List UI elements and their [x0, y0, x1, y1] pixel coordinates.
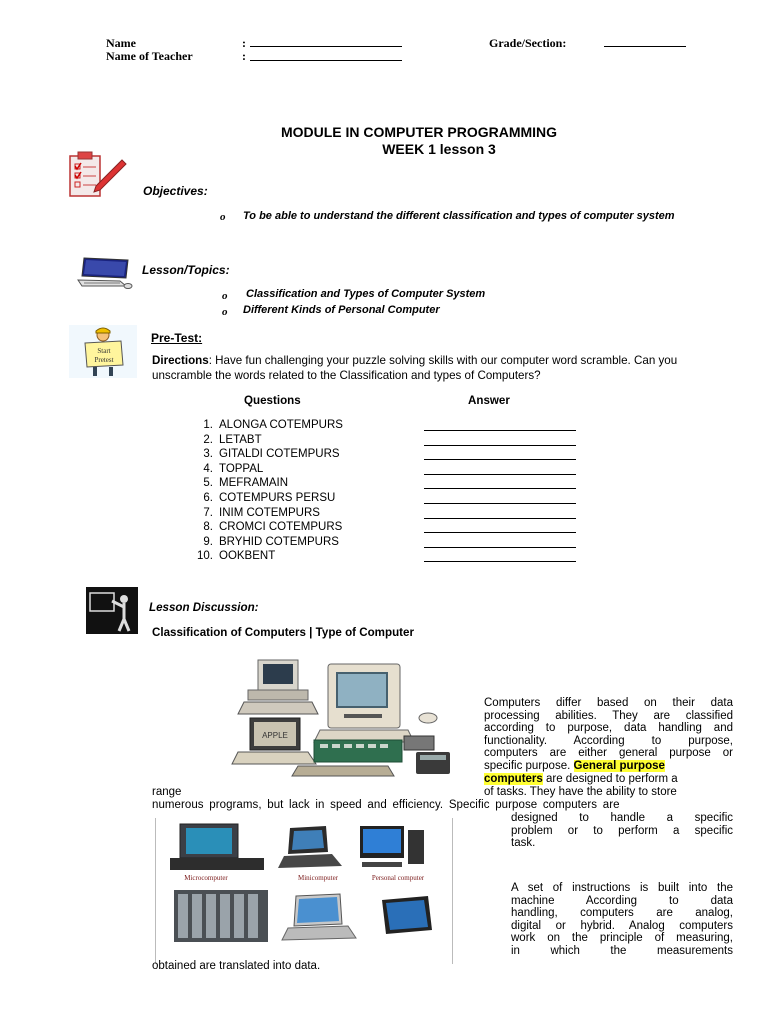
question-number: 1. — [203, 419, 213, 431]
name-field[interactable] — [250, 36, 402, 47]
teacher-field[interactable] — [250, 50, 402, 61]
topic-bullet-2: o — [222, 306, 228, 318]
question-number: 4. — [203, 462, 213, 475]
personal-computer-label: Personal computer — [371, 874, 425, 882]
clipboard-checklist-icon — [66, 150, 132, 200]
paragraph-2-line: handling, computers are analog, — [511, 907, 733, 920]
teacher-label: Name of Teacher — [106, 49, 193, 63]
question-number: 8. — [203, 521, 213, 534]
paragraph-2-final: obtained are translated into data. — [152, 960, 321, 972]
question-item — [195, 418, 415, 433]
answer-blank[interactable] — [424, 491, 576, 504]
answer-blank[interactable] — [424, 447, 576, 460]
paragraph-1-line: functionality. According to purpose, — [484, 734, 733, 747]
paragraph-1-line: Computers differ based on their data — [484, 697, 733, 709]
scrambled-word: INIM COTEMPURS — [219, 506, 320, 519]
pretest-sign-icon — [69, 325, 137, 378]
svg-text:Pretest: Pretest — [94, 356, 114, 364]
paragraph-1-tail — [511, 812, 733, 850]
paragraph-2-line: A set of instructions is built into the — [511, 882, 733, 894]
paragraph-1-computers-line: computers are designed to perform a — [484, 773, 678, 785]
scrambled-word: LETABT — [219, 433, 262, 446]
answer-blank[interactable] — [424, 549, 576, 562]
paragraph-1-line: computers are either general purpose or — [484, 747, 733, 760]
grade-label: Grade/Section: — [489, 36, 567, 50]
question-item — [195, 447, 415, 462]
scrambled-word: CROMCI COTEMPURS — [219, 521, 343, 534]
question-number: 3. — [203, 448, 213, 461]
question-item — [195, 506, 415, 521]
question-number: 5. — [203, 477, 213, 490]
lesson-topics-heading: Lesson/Topics: — [142, 263, 230, 277]
paragraph-1-line: according to purpose, data handling and — [484, 722, 733, 735]
question-number: 7. — [203, 506, 213, 519]
topic-item-2: Different Kinds of Personal Computer — [243, 304, 440, 316]
objective-bullet: o — [220, 211, 226, 223]
directions-label: Directions — [152, 354, 209, 367]
answer-blank[interactable] — [424, 520, 576, 533]
discussion-paragraph-1 — [484, 697, 733, 760]
directions-text: : Have fun challenging your puzzle solving skills with our computer word scramble. Can you unscramble the words related to the Classification and types of Computers? — [152, 354, 678, 382]
paragraph-1-highlight-line: specific purpose. General purpose — [484, 760, 665, 772]
answer-blank[interactable] — [424, 433, 576, 446]
paragraph-1-tasks: of tasks. They have the ability to store — [484, 786, 677, 798]
minicomputer-label: Minicomputer — [297, 874, 339, 882]
grade-field[interactable] — [604, 36, 686, 47]
question-number: 2. — [203, 433, 213, 446]
apple-label: APPLE — [262, 731, 288, 740]
paragraph-1-tail-line: task. — [511, 837, 536, 850]
question-number: 6. — [203, 491, 213, 504]
question-item — [195, 549, 415, 564]
topic-item-1: Classification and Types of Computer System — [246, 288, 486, 300]
computers-collage-image — [208, 656, 466, 778]
question-item — [195, 476, 415, 491]
answer-blank[interactable] — [424, 535, 576, 548]
scrambled-word: TOPPAL — [219, 462, 264, 475]
computer-monitor-icon — [76, 256, 134, 290]
name-label: Name — [106, 36, 136, 50]
question-number: 10. — [197, 550, 213, 563]
question-item — [195, 535, 415, 550]
paragraph-1-range: range — [152, 786, 182, 798]
general-purpose-highlight: General purpose — [573, 760, 665, 772]
answer-column-header: Answer — [468, 394, 510, 407]
paragraph-1-full-line: numerous programs, but lack in speed and efficiency. Specific purpose computers are — [152, 799, 620, 811]
scrambled-word: MEFRAMAIN — [219, 477, 288, 490]
objective-item: To be able to understand the different classification and types of computer system — [243, 210, 675, 222]
answer-blank[interactable] — [424, 506, 576, 519]
paragraph-2-line: in which the measurements — [511, 944, 733, 957]
question-item — [195, 462, 415, 477]
scrambled-word: ALONGA COTEMPURS — [219, 419, 343, 431]
computers-highlight: computers — [484, 773, 543, 785]
scrambled-word: OOKBENT — [219, 550, 276, 563]
paragraph-1-tail-line: problem or to perform a specific — [511, 824, 733, 837]
scrambled-word: BRYHID COTEMPURS — [219, 535, 339, 548]
answer-blank[interactable] — [424, 418, 576, 431]
teacher-board-icon — [86, 587, 138, 634]
page-title: MODULE IN COMPUTER PROGRAMMING — [280, 124, 558, 140]
paragraph-2-line: digital or hybrid. Analog computers — [511, 919, 733, 932]
scrambled-word: COTEMPURS PERSU — [219, 491, 336, 504]
scrambled-word: GITALDI COTEMPURS — [219, 448, 340, 461]
answer-lines — [424, 418, 576, 568]
page-subtitle: WEEK 1 lesson 3 — [382, 141, 496, 157]
name-colon: : — [242, 36, 246, 50]
microcomputer-label: Microcomputer — [184, 874, 228, 882]
question-item — [195, 520, 415, 535]
answer-blank[interactable] — [424, 476, 576, 489]
svg-text:Start: Start — [97, 347, 111, 355]
pretest-directions — [152, 353, 734, 383]
computer-types-image — [155, 818, 453, 964]
objectives-heading: Objectives: — [143, 184, 208, 198]
question-list — [195, 418, 415, 564]
discussion-paragraph-2 — [511, 882, 733, 958]
question-item — [195, 433, 415, 448]
paragraph-2-line: machine According to data — [511, 894, 733, 907]
paragraph-1-tail-line: designed to handle a specific — [511, 812, 733, 824]
answer-blank[interactable] — [424, 462, 576, 475]
paragraph-1-line: processing abilities. They are classified — [484, 709, 733, 722]
topic-bullet-1: o — [222, 290, 228, 302]
pretest-heading: Pre-Test: — [151, 331, 203, 345]
discussion-subheading: Classification of Computers | Type of Computer — [152, 626, 414, 639]
question-item — [195, 491, 415, 506]
teacher-colon: : — [242, 49, 246, 63]
question-number: 9. — [203, 535, 213, 548]
paragraph-2-line: work on the principle of measuring, — [511, 932, 733, 945]
questions-column-header: Questions — [244, 394, 301, 407]
lesson-discussion-heading: Lesson Discussion: — [149, 601, 259, 614]
